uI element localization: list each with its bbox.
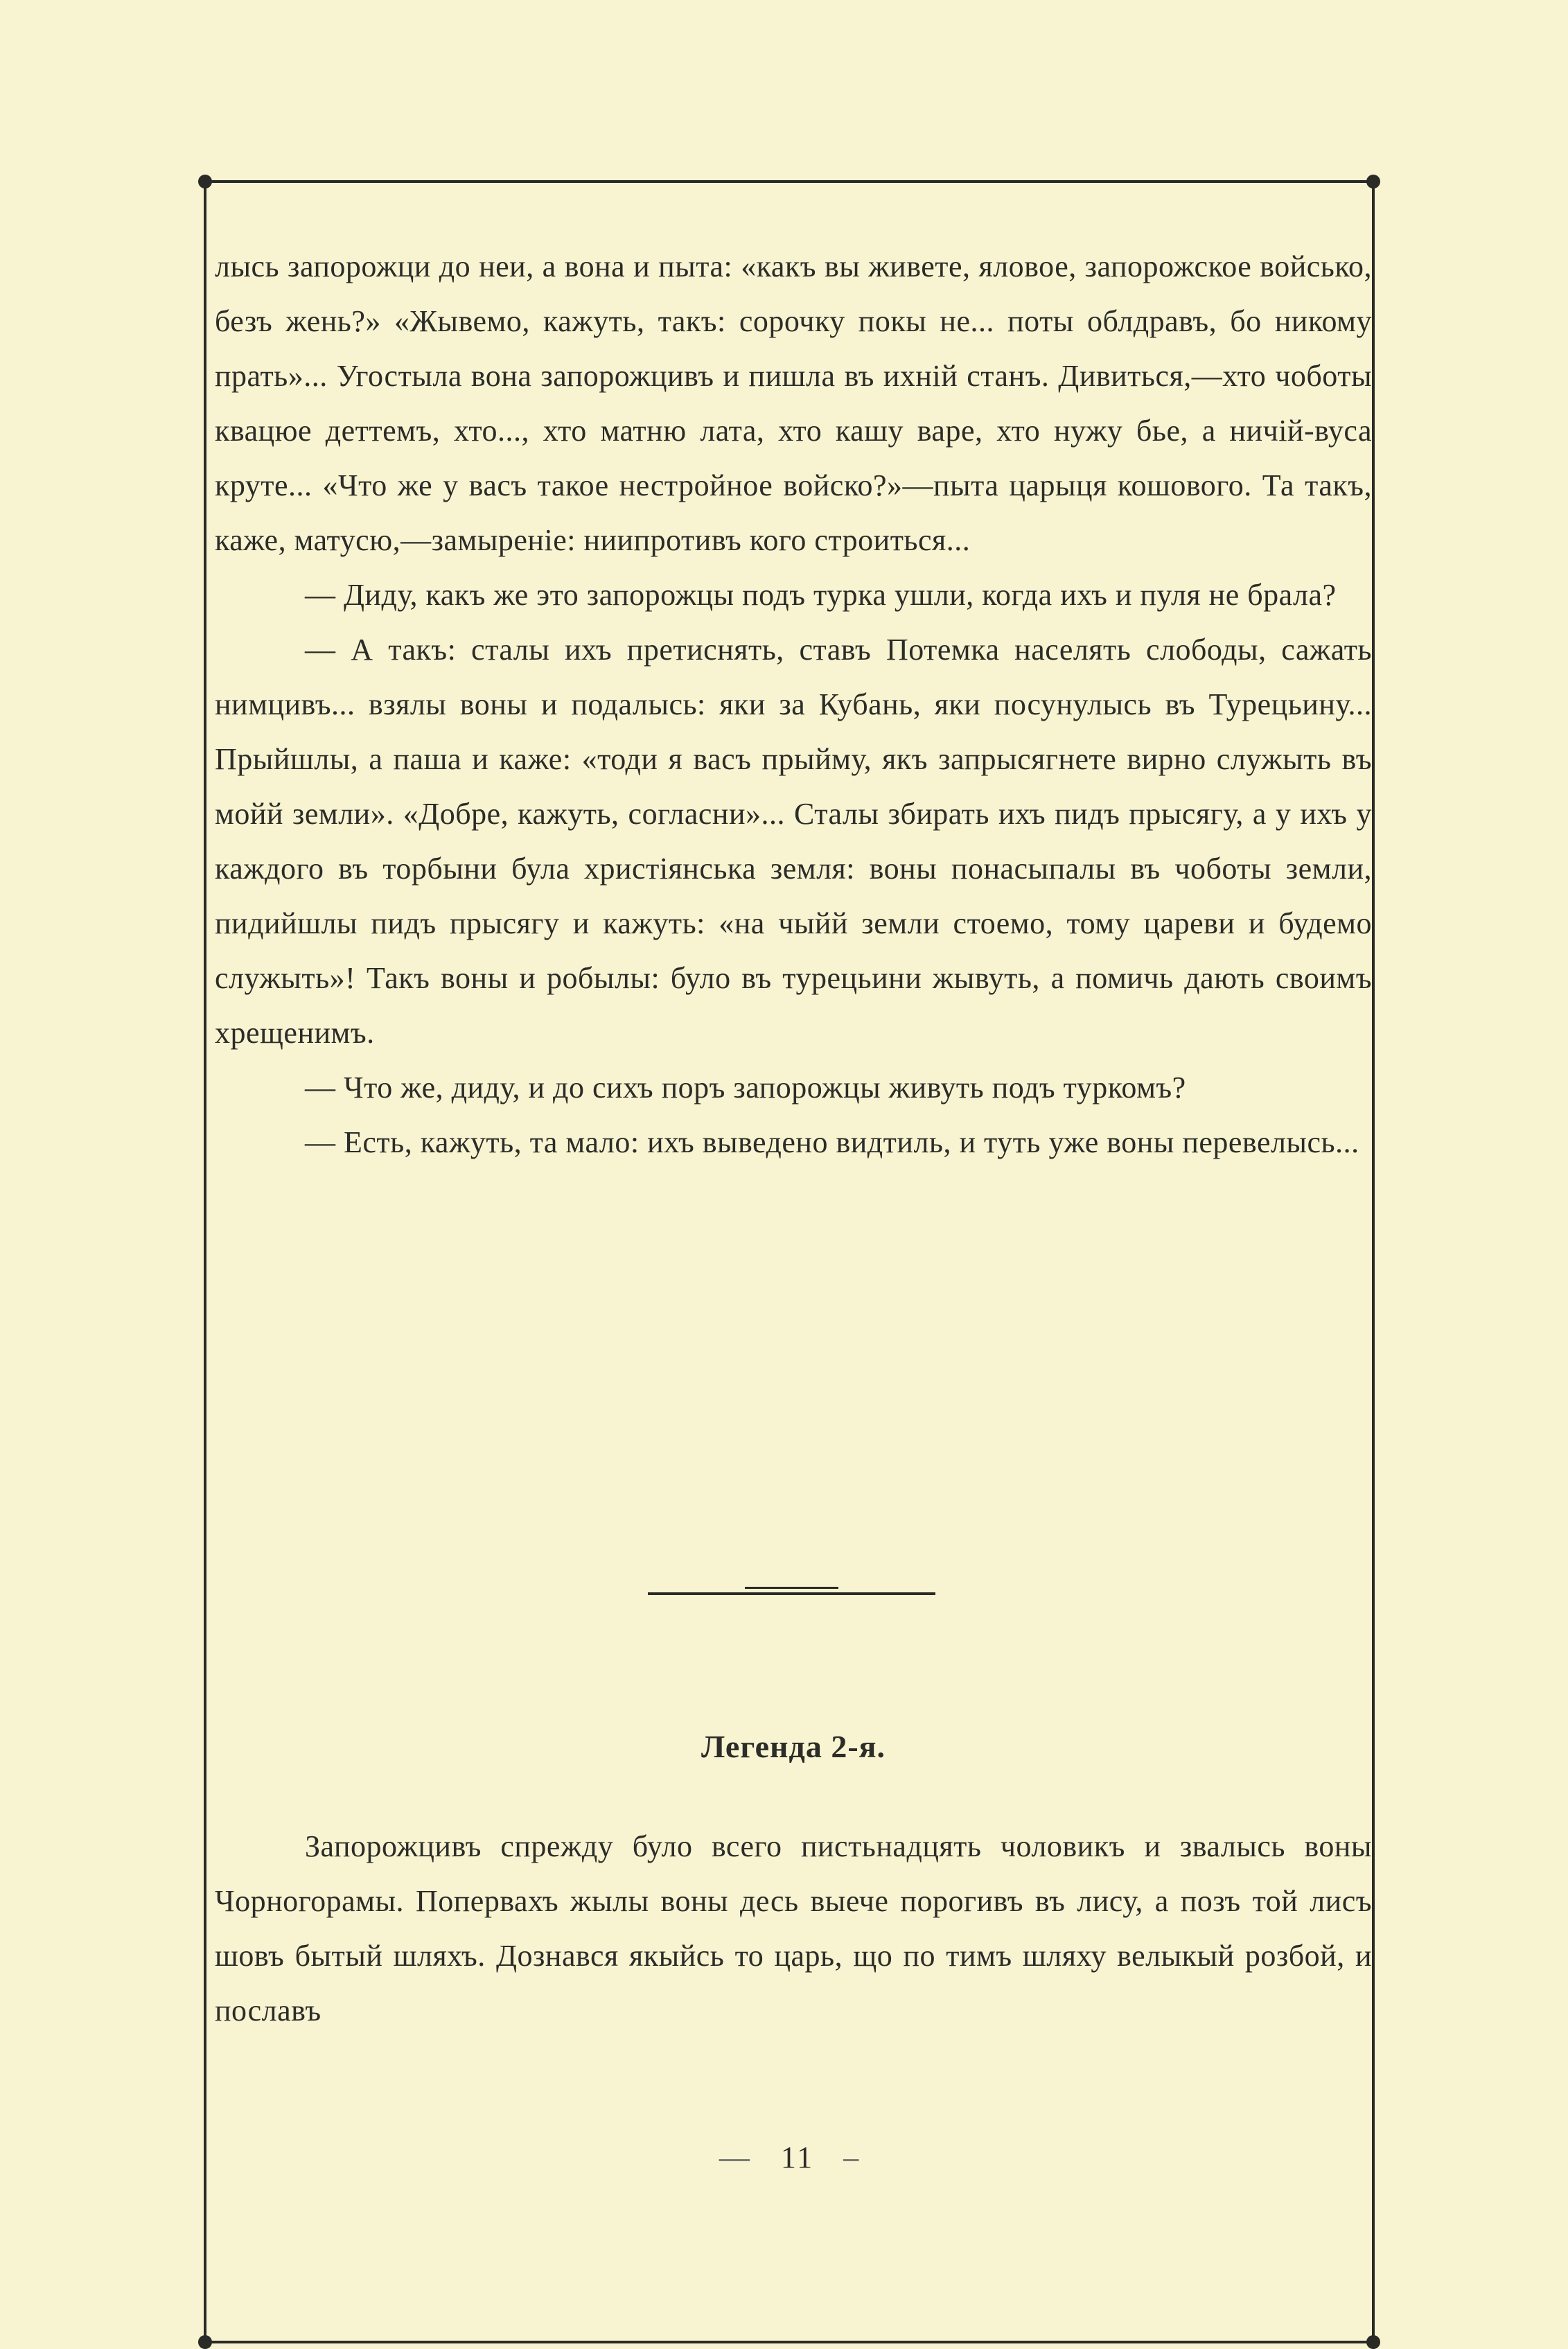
paragraph: — Диду, какъ же это запорожцы подъ турка ушли, когда ихъ и пуля не брала? (305, 578, 1337, 612)
frame-corner-ornament (198, 175, 212, 188)
page-number (686, 2140, 894, 2175)
paragraph: — Что же, диду, и до сихъ поръ запорожцы живуть подъ туркомъ? (305, 1071, 1186, 1105)
page-number-dash: — (719, 2140, 752, 2174)
paragraph: — Есть, кажуть, та мало: ихъ выведено видтиль, и туть уже воны перевелысь... (305, 1125, 1359, 1159)
page-number-dash: – (843, 2140, 861, 2174)
section-divider (648, 1592, 935, 1595)
page-number-value: 11 (780, 2140, 815, 2174)
frame-corner-ornament (1366, 175, 1380, 188)
section-heading: Легенда 2-я. (701, 1729, 886, 1764)
paragraph: Запорожцивъ спрежду було всего пистьнадцять чоловикъ и звалысь воны Чорногорамы. Попервахъ жылы воны десь выече порогивъ въ лису, а позъ той лисъ шовъ бытый шляхъ. Дознався якыйсь то царь, що по тимъ шляху велыкый розбой, и пославъ (215, 1829, 1372, 2027)
body-text-bottom (215, 1819, 1372, 2038)
frame-top-rule (201, 180, 1377, 183)
frame-corner-ornament (198, 2335, 212, 2349)
frame-right-rule (1372, 182, 1375, 2342)
frame-bottom-rule (201, 2341, 1377, 2343)
section-divider-ornament (745, 1587, 838, 1589)
frame-corner-ornament (1366, 2335, 1380, 2349)
body-text-top (215, 239, 1372, 1170)
paragraph: — А такъ: сталы ихъ претиснять, ставъ Потемка населять слободы, сажать нимцивъ... взялы воны и подалысь: яки за Кубань, яки посунулысь въ Турецьину... Прыйшлы, а паша и каже: «тоди я васъ прыйму, якъ запрысягнете вирно служыть въ мойй земли». «Добре, кажуть, согласни»... Сталы збирать ихъ пидъ прысягу, а у ихъ у каждого въ торбыни була христіянська земля: воны понасыпалы въ чоботы земли, пидийшлы пидъ прысягу и кажуть: «на чыйй земли стоемо, тому цареви и будемо служыть»! Такъ воны и робылы: було въ турецьини жывуть, а помичь дають своимъ хрещенимъ. (215, 633, 1372, 1050)
paragraph: лысь запорожци до неи, а вона и пыта: «какъ вы живете, яловое, запорожское войсько, безъ жень?» «Жывемо, кажуть, такъ: сорочку покы не... поты облдравъ, бо никому прать»... Угостыла вона запорожцивъ и пишла въ ихній станъ. Дивиться,—хто чоботы квацюе деттемъ, хто..., хто матню лата, хто кашу варе, хто нужу бье, а ничій-вуса круте... «Что же у васъ такое нестройное войско?»—пыта царыця кошового. Та такъ, каже, матусю,—замыреніе: ниипротивъ кого строиться... (215, 249, 1372, 557)
frame-left-rule (204, 182, 206, 2342)
